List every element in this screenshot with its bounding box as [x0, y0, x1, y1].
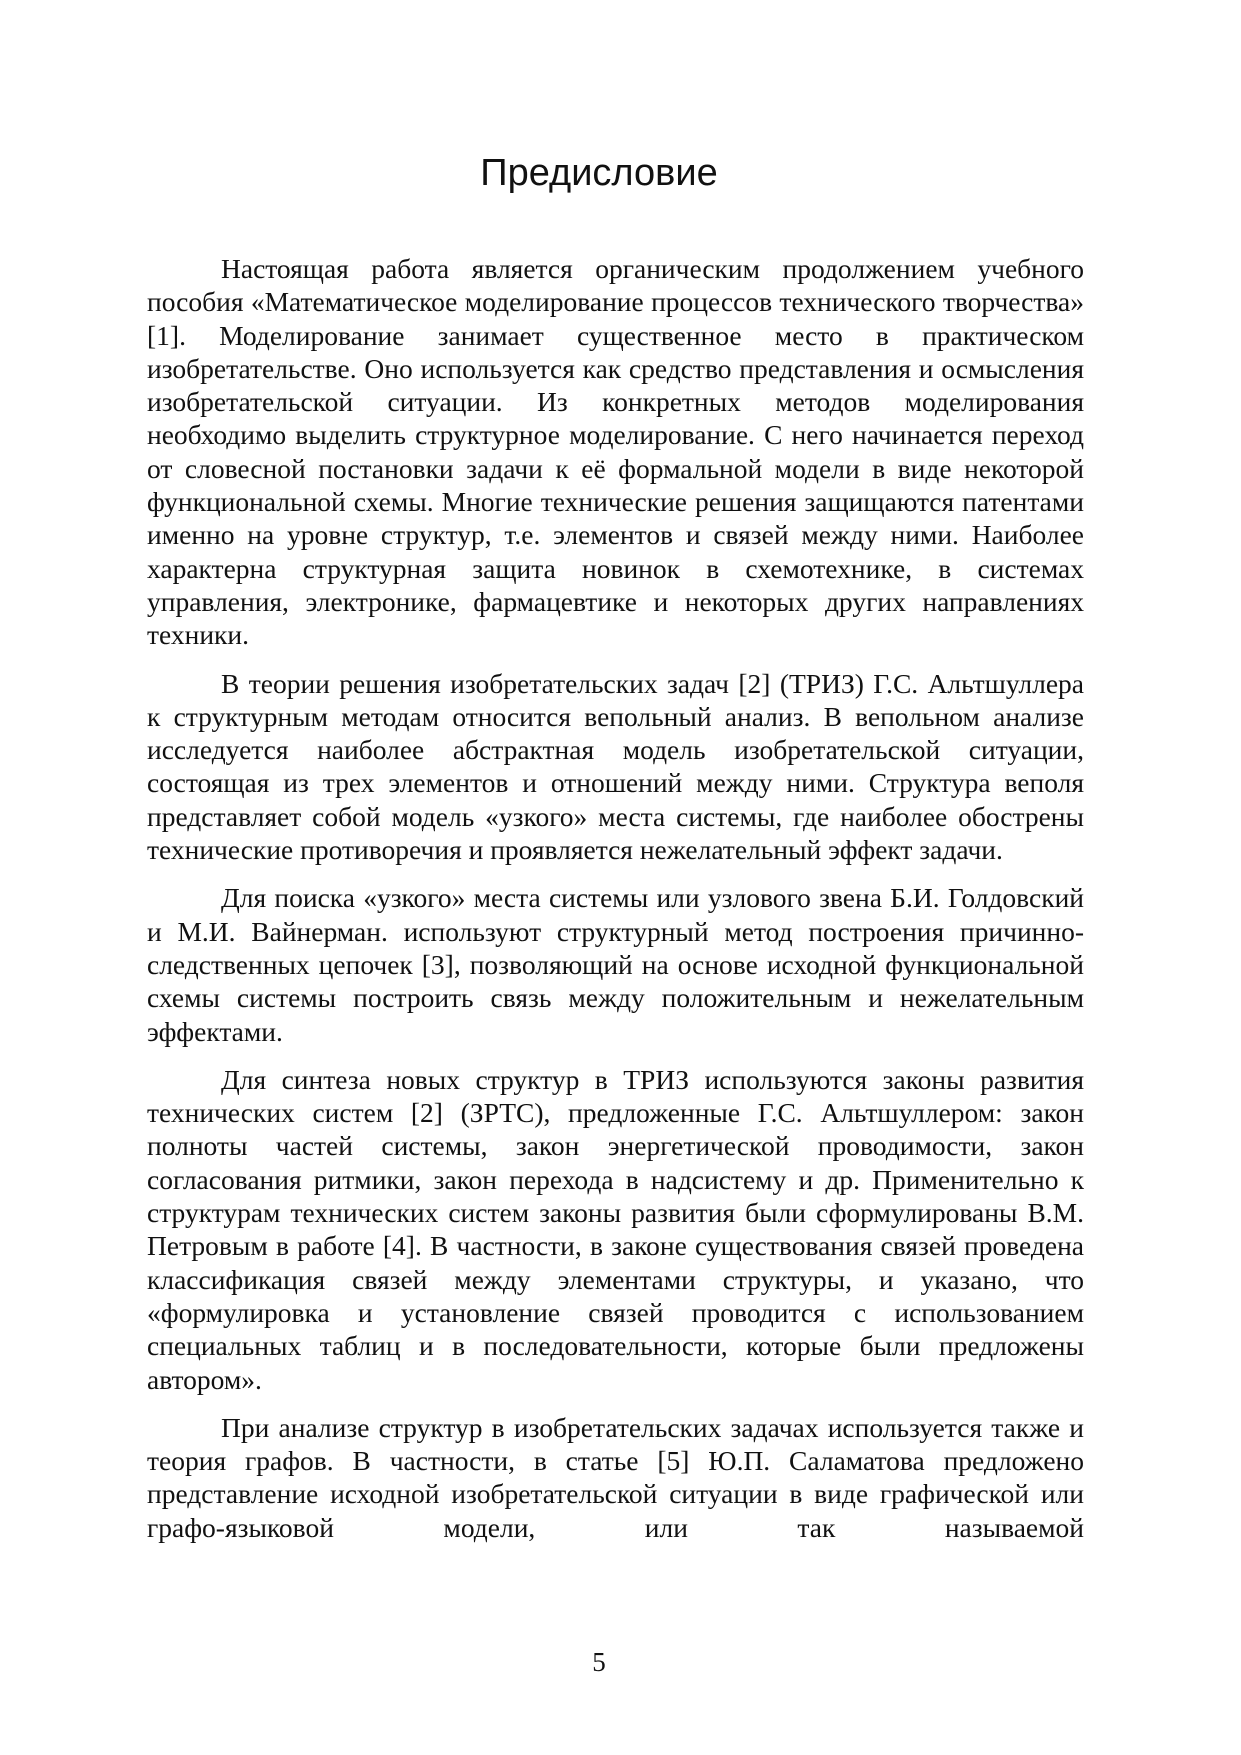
paragraph-5: При анализе структур в изобретательских задачах используется также и теория графов. В частности, в статье [5] Ю.П. Саламатова предложено представление исходной изобретательской ситуации в виде графической или графо-языковой модели, или так называемой — [147, 1411, 1084, 1543]
body-text — [147, 252, 1084, 1544]
paragraph-1: Настоящая работа является органическим продолжением учебного пособия «Математическое моделирование процессов технического творчества» [1]. Моделирование занимает существенное место в практическом изобретательстве. Оно используется как средство представления и осмысления изобретательской ситуации. Из конкретных методов моделирования необходимо выделить структурное моделирование. С него начинается переход от словесной постановки задачи к её формальной модели в виде некоторой функциональной схемы. Многие технические решения защищаются патентами именно на уровне структур, т.е. элементов и связей между ними. Наиболее характерна структурная защита новинок в схемотехнике, в системах управления, электронике, фармацевтике и некоторых других направлениях техники. — [147, 253, 1084, 651]
page-number: 5 — [592, 1647, 606, 1677]
paragraph-3: Для поиска «узкого» места системы или узлового звена Б.И. Голдовский и М.И. Вайнерман. используют структурный метод построения причинно-следственных цепочек [3], позволяющий на основе исходной функциональной схемы системы построить связь между положительным и нежелательным эффектами. — [147, 882, 1084, 1047]
paragraph-2: В теории решения изобретательских задач [2] (ТРИЗ) Г.С. Альтшуллера к структурным методам относится вепольный анализ. В вепольном анализе исследуется наиболее абстрактная модель изобретательской ситуации, состоящая из трех элементов и отношений между ними. Структура веполя представляет собой модель «узкого» места системы, где наиболее обострены технические противоречия и проявляется нежелательный эффект задачи. — [147, 667, 1084, 866]
page-title: Предисловие — [480, 152, 718, 194]
paragraph-4: Для синтеза новых структур в ТРИЗ используются законы развития технических систем [2] (ЗРТС), предложенные Г.С. Альтшуллером: закон полноты частей системы, закон энергетической проводимости, закон согласования ритмики, закон перехода в надсистему и др. Применительно к структурам технических систем законы развития были сформулированы В.М. Петровым в работе [4]. В частности, в законе существования связей проведена классификация связей между элементами структуры, и указано, что «формулировка и установление связей проводится с использованием специальных таблиц и в последовательности, которые были предложены автором». — [147, 1063, 1084, 1395]
